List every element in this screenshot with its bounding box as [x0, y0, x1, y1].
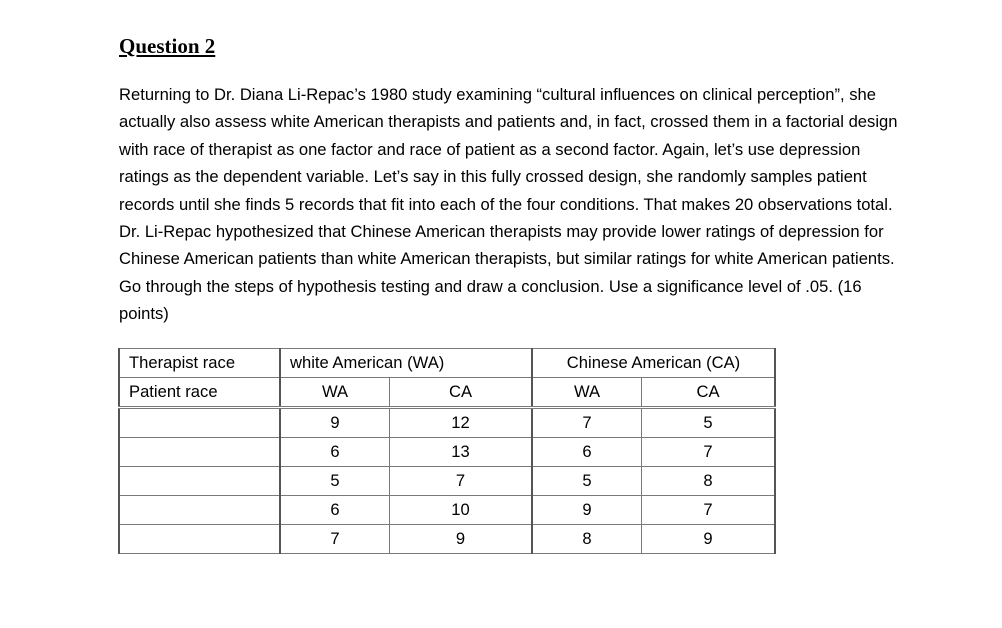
table-cell: 6: [280, 496, 390, 525]
row-label-cell: [119, 438, 280, 467]
table-cell: 7: [642, 496, 776, 525]
table-cell: 9: [280, 408, 390, 438]
patient-group-header: WA: [280, 378, 390, 408]
table-row: [119, 467, 775, 496]
therapist-group-chinese-american: Chinese American (CA): [532, 349, 775, 378]
patient-race-row: [119, 378, 775, 408]
table-row: [119, 408, 775, 438]
table-cell: 7: [280, 525, 390, 554]
table-row: [119, 496, 775, 525]
table-cell: 8: [532, 525, 642, 554]
data-table: [118, 348, 776, 554]
therapist-race-row: [119, 349, 775, 378]
table-cell: 5: [642, 408, 776, 438]
patient-group-header: WA: [532, 378, 642, 408]
table-cell: 7: [390, 467, 533, 496]
therapist-group-white-american: white American (WA): [280, 349, 532, 378]
therapist-race-label: Therapist race: [119, 349, 280, 378]
patient-group-header: CA: [642, 378, 776, 408]
table-row: [119, 438, 775, 467]
table-cell: 7: [532, 408, 642, 438]
table-cell: 9: [642, 525, 776, 554]
table-cell: 13: [390, 438, 533, 467]
row-label-cell: [119, 408, 280, 438]
table-cell: 5: [280, 467, 390, 496]
table-cell: 8: [642, 467, 776, 496]
row-label-cell: [119, 496, 280, 525]
question-heading: Question 2: [119, 34, 216, 58]
patient-race-label: Patient race: [119, 378, 280, 408]
table-cell: 6: [280, 438, 390, 467]
table-cell: 7: [642, 438, 776, 467]
row-label-cell: [119, 467, 280, 496]
table-cell: 6: [532, 438, 642, 467]
question-paragraph: Returning to Dr. Diana Li-Repac’s 1980 study examining “cultural influences on clinical perception”, she actually also assess white American therapists and patients and, in fact, crossed them in a factorial design with race of therapist as one factor and race of patient as a second factor. Again, let’s use depression ratings as the dependent variable. Let’s say in this fully crossed design, she randomly samples patient records until she finds 5 records that fit into each of the four conditions. That makes 20 observations total. Dr. Li-Repac hypothesized that Chinese American therapists may provide lower ratings of depression for Chinese American patients than white American therapists, but similar ratings for white American patients. Go through the steps of hypothesis testing and draw a conclusion. Use a significance level of .05. (16 points): [119, 85, 898, 324]
table-cell: 5: [532, 467, 642, 496]
table-cell: 12: [390, 408, 533, 438]
table-row: [119, 525, 775, 554]
patient-group-header: CA: [390, 378, 533, 408]
table-cell: 9: [390, 525, 533, 554]
table-cell: 10: [390, 496, 533, 525]
row-label-cell: [119, 525, 280, 554]
table-cell: 9: [532, 496, 642, 525]
